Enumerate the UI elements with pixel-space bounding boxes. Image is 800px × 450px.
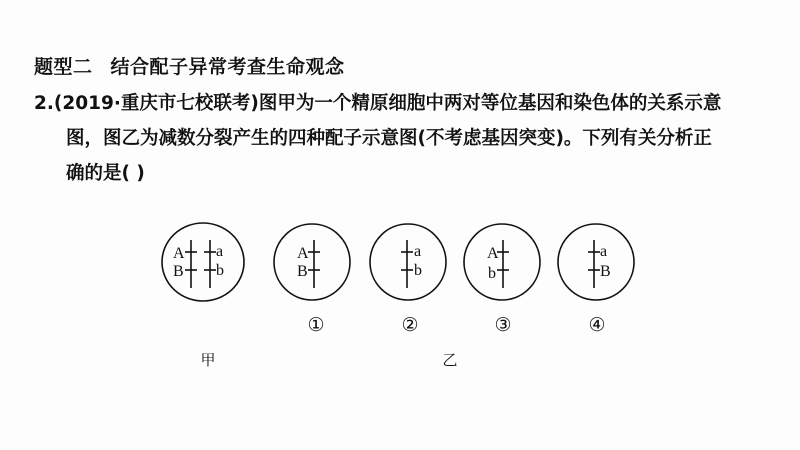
cell-jia-gene-left-bottom: B [173,263,184,280]
gamete-3-membrane [464,224,540,300]
question-line-1: 2.(2019·重庆市七校联考)图甲为一个精原细胞中两对等位基因和染色体的关系示意 [34,93,722,114]
gamete-4-membrane [558,224,634,300]
gamete-2-gene-bottom: b [414,262,422,279]
cell-jia-gene-right-top: a [216,243,224,260]
question-line-3: 确的是( ) [66,163,145,184]
cell-jia-gene-left-top: A [173,245,185,262]
gamete-1-number: ① [307,314,325,336]
question-line-2: 图，图乙为减数分裂产生的四种配子示意图(不考虑基因突变)。下列有关分析正 [66,128,712,149]
question-type-label: 题型二 [34,56,93,78]
gamete-2-gene-top: a [414,243,422,260]
gamete-4-gene-top: a [600,243,608,260]
gamete-1-membrane [274,224,350,300]
gamete-3-gene-top: A [487,245,499,262]
gamete-1-gene-bottom: B [297,263,308,280]
caption-yi: 乙 [442,351,458,369]
gamete-2-number: ② [401,314,419,336]
gamete-3-number: ③ [494,314,512,336]
cell-jia-membrane [162,223,244,301]
gamete-3-gene-bottom: b [488,265,496,282]
caption-jia: 甲 [200,351,216,369]
cell-jia-gene-right-bottom: b [216,262,224,279]
gamete-1-gene-top: A [297,245,309,262]
gamete-4-number: ④ [588,314,606,336]
gamete-2-membrane [370,224,446,300]
section-title: 结合配子异常考查生命观念 [110,56,345,78]
gamete-4-gene-bottom: B [600,263,611,280]
